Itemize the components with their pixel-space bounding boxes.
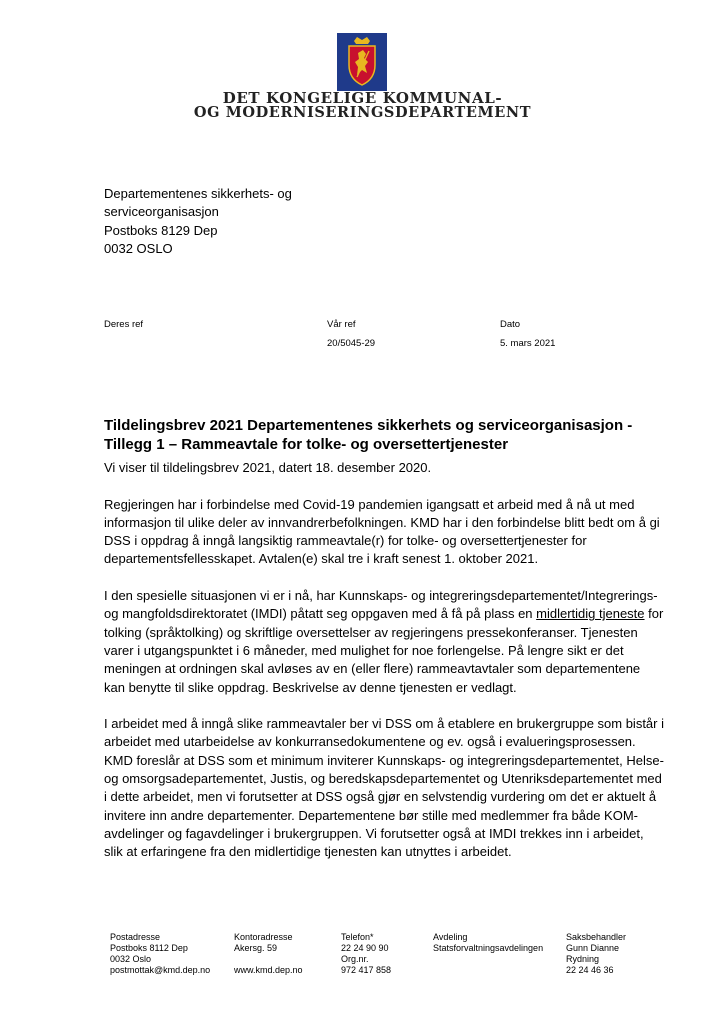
footer-heading: Telefon* <box>341 932 374 942</box>
footer-saksbehandler <box>566 932 626 976</box>
footer-line: 22 24 46 36 <box>566 965 614 975</box>
footer-line: Org.nr. <box>341 954 369 964</box>
paragraph: Regjeringen har i forbindelse med Covid-19 pandemien igangsatt et arbeid med å nå ut med informasjon til ulike deler av innvandrerbefolkningen. KMD har i den forbindelse blitt bedt om å gi DSS i oppdrag å inngå langsiktig rammeavtale(r) for tolke- og oversettertjenester for departementsfellesskapet. Avtalen(e) skal tre i kraft senest 1. oktober 2021. <box>104 496 660 567</box>
footer-heading: Saksbehandler <box>566 932 627 942</box>
footer-website: www.kmd.dep.no <box>234 965 303 975</box>
footer-email: postmottak@kmd.dep.no <box>110 965 211 975</box>
dato-label: Dato <box>500 319 521 330</box>
footer-kontoradresse <box>234 932 303 976</box>
recipient-address <box>104 185 292 258</box>
footer-line: Gunn Dianne <box>566 943 620 953</box>
letter-title: Tildelingsbrev 2021 Departementenes sikkerhets og serviceorganisasjon - Tillegg 1 – Rammeavtale for tolke- og oversettertjenester <box>104 417 633 453</box>
paragraph: Vi viser til tildelingsbrev 2021, datert 18. desember 2020. <box>104 460 432 475</box>
footer-line: Akersg. 59 <box>234 943 278 953</box>
recipient-line: 0032 OSLO <box>104 240 173 256</box>
ministry-name-line1: DET KONGELIGE KOMMUNAL- <box>222 89 503 107</box>
footer-avdeling <box>433 932 543 954</box>
footer-line: Statsforvaltningsavdelingen <box>433 943 544 953</box>
dato-value: 5. mars 2021 <box>500 338 556 349</box>
footer-heading: Kontoradresse <box>234 932 293 942</box>
footer-heading: Avdeling <box>433 932 468 942</box>
underlined-term: midlertidig tjeneste <box>536 606 645 622</box>
footer-line: 0032 Oslo <box>110 954 152 964</box>
paragraph-text: I den spesielle situasjonen vi er i nå, har Kunnskaps- og integreringsdepartementet/Integrerings- og mangfoldsdirektoratet (IMDI) påtatt seg oppgaven med å få på plass en <box>104 588 658 622</box>
footer-line: Postboks 8112 Dep <box>110 943 188 953</box>
recipient-line: serviceorganisasjon <box>104 204 219 220</box>
var-ref-label: Vår ref <box>327 319 356 330</box>
footer-spacer <box>234 954 303 965</box>
letter-body <box>104 459 664 880</box>
footer-telefon <box>341 932 391 976</box>
footer-line: Rydning <box>566 954 600 964</box>
coat-of-arms-icon <box>337 33 387 91</box>
ministry-name-line2: OG MODERNISERINGSDEPARTEMENT <box>193 104 532 121</box>
var-ref-value: 20/5045-29 <box>327 338 376 349</box>
footer-line: 22 24 90 90 <box>341 943 389 953</box>
footer-heading: Postadresse <box>110 932 161 942</box>
footer-postadresse <box>110 932 210 976</box>
footer-line: 972 417 858 <box>341 965 392 975</box>
paragraph-text: for tolking (språktolking) og skriftlige oversettelser av regjeringens pressekonferanser. Tjenesten varer i utgangspunktet i 6 måneder, med mulighet for noe forlengelse. På lengre sikt er det meningen at ordningen skal avløses av en (eller flere) rammeavtavtaler som departementene kan benytte til slike oppdrag. Beskrivelse av denne tjenesten er vedlagt. <box>104 606 664 695</box>
recipient-line: Postboks 8129 Dep <box>104 222 218 238</box>
deres-ref-label: Deres ref <box>104 319 144 330</box>
recipient-line: Departementenes sikkerhets- og <box>104 186 292 201</box>
paragraph: I arbeidet med å inngå slike rammeavtaler ber vi DSS om å etablere en brukergruppe som bistår i arbeidet med utarbeidelse av konkurransedokumentene og ev. også i evalueringsprosessen. KMD foreslår at DSS som et minimum inviterer Kunnskaps- og integreringsdepartementet, Helse- og omsorgsadepartementet, Justis, og beredskapsdepartementet og Utenriksdepartementet med i dette arbeidet, men vi forutsetter at DSS også gjør en selvstendig vurdering om det er aktuelt å invitere inn andre departementer. Departementene bør stille med medlemmer fra både KOM-avdelinger og fagavdelinger i brukergruppen. Vi forutsetter også at IMDI trekkes inn i arbeidet, slik at erfaringene fra den midlertidige tjenesten kan utnyttes i arbeidet. <box>104 716 664 860</box>
paragraph <box>104 587 664 697</box>
